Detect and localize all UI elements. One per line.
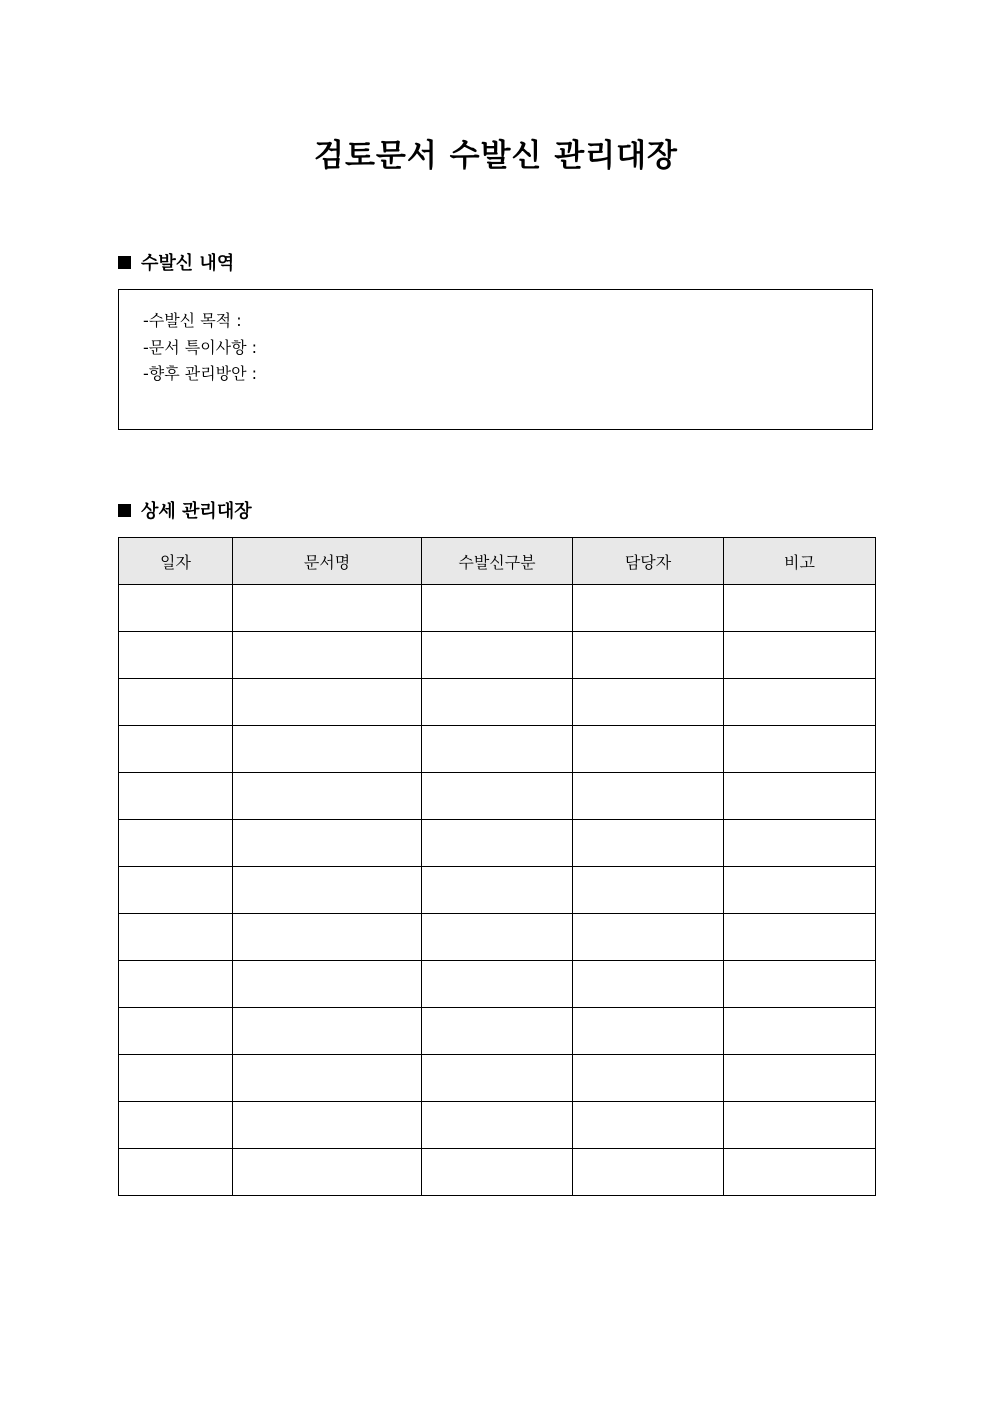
table-cell[interactable] [119, 961, 233, 1008]
table-cell[interactable] [119, 820, 233, 867]
table-cell[interactable] [119, 867, 233, 914]
table-cell[interactable] [573, 961, 724, 1008]
table-cell[interactable] [422, 961, 573, 1008]
table-row [119, 867, 876, 914]
summary-box [118, 289, 873, 430]
ledger-body [119, 585, 876, 1196]
table-cell[interactable] [119, 1149, 233, 1196]
table-cell[interactable] [119, 1008, 233, 1055]
table-cell[interactable] [233, 585, 422, 632]
table-cell[interactable] [119, 726, 233, 773]
table-row [119, 820, 876, 867]
table-cell[interactable] [422, 585, 573, 632]
summary-line-purpose: -수발신 목적 : [143, 311, 242, 330]
table-cell[interactable] [119, 679, 233, 726]
table-cell[interactable] [724, 867, 876, 914]
table-cell[interactable] [422, 867, 573, 914]
table-row [119, 914, 876, 961]
table-cell[interactable] [724, 820, 876, 867]
table-cell[interactable] [233, 679, 422, 726]
table-cell[interactable] [233, 632, 422, 679]
section-heading-summary [118, 252, 234, 276]
table-cell[interactable] [119, 1102, 233, 1149]
table-cell[interactable] [573, 914, 724, 961]
column-header-manager: 담당자 [573, 538, 724, 585]
table-cell[interactable] [724, 585, 876, 632]
summary-line-notes: -문서 특이사항 : [143, 337, 258, 357]
table-cell[interactable] [573, 585, 724, 632]
table-cell[interactable] [422, 726, 573, 773]
table-cell[interactable] [233, 773, 422, 820]
square-bullet-icon [118, 504, 131, 517]
section-heading-detail [118, 500, 252, 524]
table-cell[interactable] [573, 1102, 724, 1149]
table-cell[interactable] [573, 632, 724, 679]
table-cell[interactable] [422, 773, 573, 820]
table-cell[interactable] [724, 773, 876, 820]
table-cell[interactable] [233, 1149, 422, 1196]
ledger-header-row [119, 538, 876, 585]
table-cell[interactable] [724, 1149, 876, 1196]
table-row [119, 1149, 876, 1196]
table-cell[interactable] [422, 632, 573, 679]
table-cell[interactable] [724, 914, 876, 961]
table-cell[interactable] [233, 726, 422, 773]
table-row [119, 585, 876, 632]
table-cell[interactable] [573, 1055, 724, 1102]
section-heading-detail-label: 상세 관리대장 [141, 501, 252, 522]
table-cell[interactable] [724, 632, 876, 679]
table-cell[interactable] [422, 914, 573, 961]
table-row [119, 726, 876, 773]
table-cell[interactable] [233, 867, 422, 914]
table-cell[interactable] [724, 726, 876, 773]
table-cell[interactable] [119, 773, 233, 820]
column-header-document-name: 문서명 [233, 538, 422, 585]
table-cell[interactable] [724, 1102, 876, 1149]
table-cell[interactable] [233, 961, 422, 1008]
table-cell[interactable] [724, 961, 876, 1008]
column-header-date: 일자 [119, 538, 233, 585]
table-cell[interactable] [724, 1055, 876, 1102]
table-cell[interactable] [233, 1055, 422, 1102]
table-cell[interactable] [573, 726, 724, 773]
table-cell[interactable] [573, 679, 724, 726]
table-cell[interactable] [233, 1008, 422, 1055]
table-cell[interactable] [573, 820, 724, 867]
table-cell[interactable] [119, 1055, 233, 1102]
table-row [119, 1102, 876, 1149]
table-cell[interactable] [422, 1008, 573, 1055]
table-cell[interactable] [573, 773, 724, 820]
table-cell[interactable] [233, 820, 422, 867]
table-cell[interactable] [119, 585, 233, 632]
table-cell[interactable] [119, 914, 233, 961]
table-cell[interactable] [233, 914, 422, 961]
table-cell[interactable] [422, 679, 573, 726]
table-cell[interactable] [724, 679, 876, 726]
page-title: 검토문서 수발신 관리대장 [314, 138, 678, 174]
column-header-remarks: 비고 [724, 538, 876, 585]
table-row [119, 773, 876, 820]
section-heading-summary-label: 수발신 내역 [141, 253, 235, 274]
table-cell[interactable] [422, 1055, 573, 1102]
table-cell[interactable] [233, 1102, 422, 1149]
table-cell[interactable] [422, 1149, 573, 1196]
table-row [119, 679, 876, 726]
table-cell[interactable] [119, 632, 233, 679]
table-row [119, 961, 876, 1008]
square-bullet-icon [118, 256, 131, 269]
table-row [119, 632, 876, 679]
table-cell[interactable] [422, 1102, 573, 1149]
table-cell[interactable] [422, 820, 573, 867]
table-row [119, 1055, 876, 1102]
summary-line-plan: -향후 관리방안 : [143, 364, 258, 383]
table-cell[interactable] [724, 1008, 876, 1055]
table-cell[interactable] [573, 1149, 724, 1196]
column-header-direction: 수발신구분 [422, 538, 573, 585]
table-cell[interactable] [573, 1008, 724, 1055]
table-cell[interactable] [573, 867, 724, 914]
table-row [119, 1008, 876, 1055]
ledger-table [118, 537, 876, 1196]
